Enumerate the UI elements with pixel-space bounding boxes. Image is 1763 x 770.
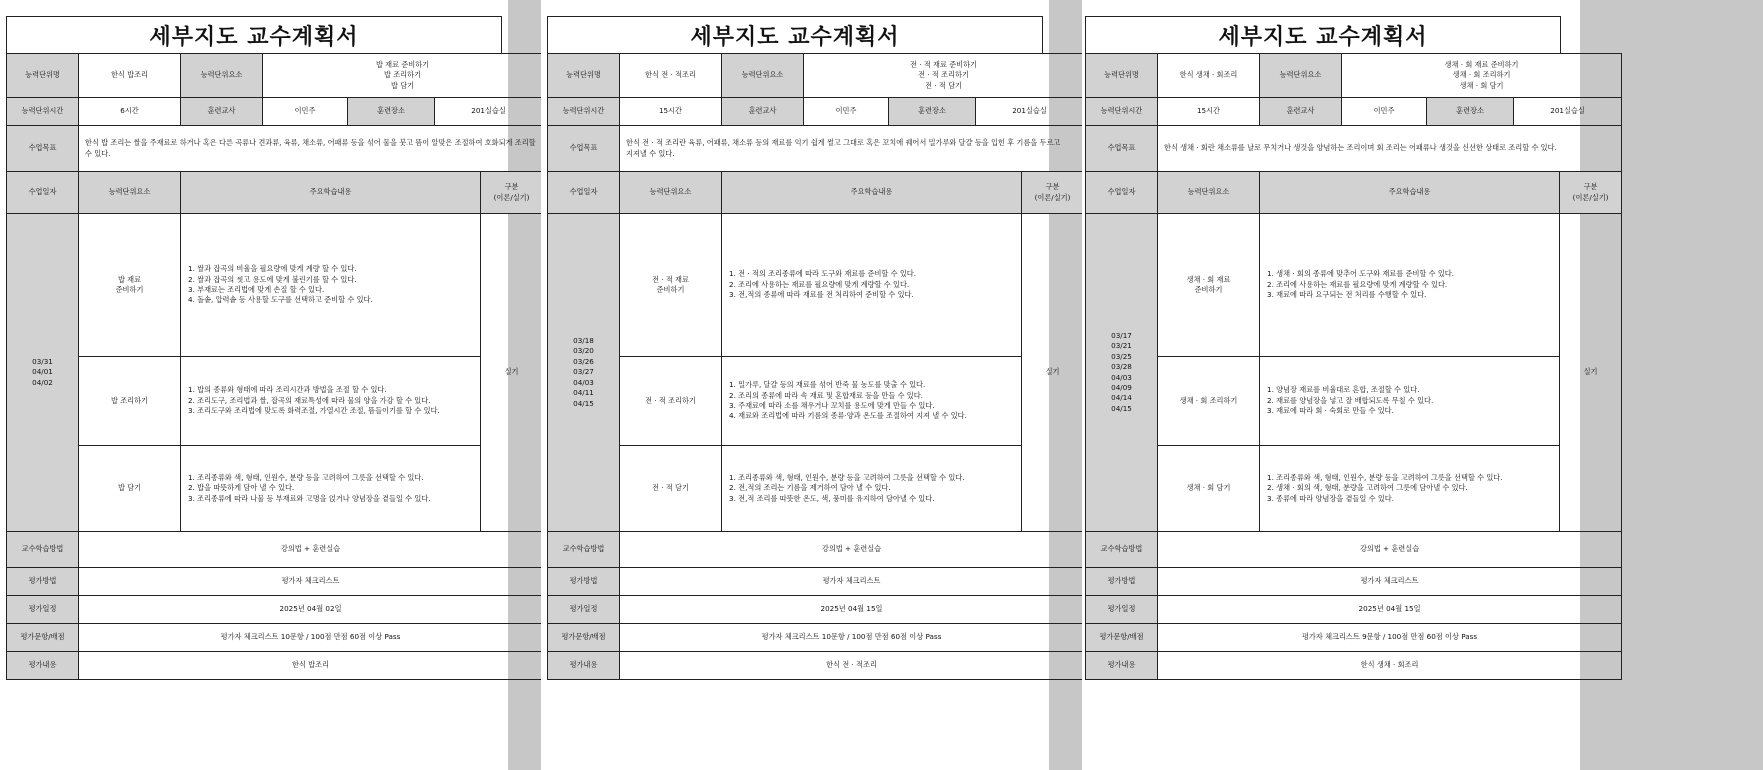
date-header: 수업일자 [7, 172, 79, 214]
kind-value: 실기 [481, 214, 543, 532]
lesson-plan-table [1085, 53, 1622, 680]
unit-name-label: 능력단위명 [1086, 54, 1158, 98]
content-item: 1. 조리종류와 색, 형태, 인원수, 분량 등을 고려하여 그릇을 선택할 수 있다. [188, 472, 424, 482]
element-header: 능력단위요소 [620, 172, 722, 214]
eval-items-label: 평가문항/배점 [548, 624, 620, 652]
teacher-value: 이민주 [263, 98, 348, 126]
content-item: 2. 밥을 따뜻하게 담아 낼 수 있다. [188, 483, 295, 493]
content-item: 1. 양념장 재료를 비율대로 혼합, 조절할 수 있다. [1267, 385, 1420, 395]
content-item: 3. 재료에 따라 회 · 숙회로 만들 수 있다. [1267, 406, 1394, 416]
element-name: 전 · 적 담기 [620, 446, 722, 532]
method-value: 강의법 + 훈련실습 [1158, 532, 1622, 568]
method-label: 교수학습방법 [1086, 532, 1158, 568]
location-value: 201실습실 [976, 98, 1084, 126]
unit-time-label: 능력단위시간 [1086, 98, 1158, 126]
element-name: 생채 · 회 조리하기 [1158, 357, 1260, 446]
eval-method-label: 평가방법 [7, 568, 79, 596]
element-name: 밥 담기 [79, 446, 181, 532]
content-item: 3. 재료에 따라 요구되는 전 처리를 수행할 수 있다. [1267, 290, 1427, 300]
content-list [1263, 473, 1556, 504]
eval-content-value: 한식 전 · 적조리 [620, 652, 1084, 680]
goal-label: 수업목표 [1086, 126, 1158, 172]
content-list [1263, 269, 1556, 300]
lesson-plan-table [6, 53, 543, 680]
content-item: 3. 전,적의 종류에 따라 재료를 전 처리하여 준비할 수 있다. [729, 290, 914, 300]
location-label: 훈련장소 [889, 98, 976, 126]
unit-name-label: 능력단위명 [7, 54, 79, 98]
location-label: 훈련장소 [348, 98, 435, 126]
location-value: 201실습실 [1514, 98, 1622, 126]
goal-label: 수업목표 [548, 126, 620, 172]
eval-content-value: 한식 생채 · 회조리 [1158, 652, 1622, 680]
unit-time-value: 6시간 [79, 98, 181, 126]
eval-date-label: 평가일정 [7, 596, 79, 624]
element-name: 생채 · 회 담기 [1158, 446, 1260, 532]
content-list [184, 264, 477, 306]
element-name: 밥 재료 준비하기 [79, 214, 181, 357]
eval-content-value: 한식 밥조리 [79, 652, 543, 680]
content-item: 1. 생채 · 회의 종류에 맞추어 도구와 재료를 준비할 수 있다. [1267, 269, 1455, 279]
content-item: 3. 주재료에 따라 소를 채우거나 꼬치를 용도에 맞게 만들 수 있다. [729, 401, 935, 410]
unit-elements-value: 밥 재료 준비하기 밥 조리하기 밥 담기 [263, 54, 543, 98]
teacher-label: 훈련교사 [1260, 98, 1342, 126]
goal-value: 한식 생채 · 회란 채소류를 날로 무치거나 생것을 양념하는 조리이며 회 조리는 어패류나 생것을 신선한 상태로 조리할 수 있다. [1158, 126, 1622, 172]
content-item: 1. 조리종류와 색, 형태, 인원수, 분량 등을 고려하여 그릇을 선택할 수 있다. [1267, 472, 1503, 482]
unit-elements-value: 전 · 적 재료 준비하기 전 · 적 조리하기 전 · 적 담기 [804, 54, 1084, 98]
content-item: 3. 조리종류에 따라 나물 등 부재료와 고명을 얹거나 양념장을 곁들일 수 있다. [188, 493, 431, 503]
content-item: 2. 조리에 사용하는 재료를 필요량에 맞게 계량할 수 있다. [1267, 279, 1448, 289]
content-list [725, 473, 1018, 504]
content-list [184, 473, 477, 504]
eval-date-value: 2025년 04월 02일 [79, 596, 543, 624]
content-item: 2. 전,적의 조리는 기름을 제거하여 담아 낼 수 있다. [729, 483, 891, 493]
content-item: 3. 종류에 따라 양념장을 곁들일 수 있다. [1267, 493, 1394, 503]
content-item: 2. 조리에 사용하는 재료를 필요량에 맞게 계량할 수 있다. [729, 279, 910, 289]
content-list [725, 269, 1018, 300]
kind-header: 구분 (이론/실기) [481, 172, 543, 214]
lesson-plan-table [547, 53, 1084, 680]
teacher-label: 훈련교사 [181, 98, 263, 126]
learning-content [181, 357, 481, 446]
unit-name-value: 한식 밥조리 [79, 54, 181, 98]
content-item: 1. 전 · 적의 조리종류에 따라 도구와 재료를 준비할 수 있다. [729, 269, 917, 279]
unit-element-label: 능력단위요소 [722, 54, 804, 98]
content-item: 4. 돌솥, 압력솥 등 사용할 도구를 선택하고 준비할 수 있다. [188, 295, 373, 305]
class-dates: 03/17 03/21 03/25 03/28 04/03 04/09 04/14 04/15 [1086, 214, 1158, 532]
eval-method-value: 평가자 체크리스트 [79, 568, 543, 596]
eval-items-value: 평가자 체크리스트 9문항 / 100점 만점 60점 이상 Pass [1158, 624, 1622, 652]
content-header: 주요학습내용 [722, 172, 1022, 214]
element-name: 전 · 적 재료 준비하기 [620, 214, 722, 357]
lesson-plan-sheet [547, 16, 1071, 680]
date-header: 수업일자 [548, 172, 620, 214]
content-item: 2. 생채 · 회의 색, 형태, 분량을 고려하여 그릇에 담아낼 수 있다. [1267, 483, 1468, 493]
unit-time-label: 능력단위시간 [548, 98, 620, 126]
document-page [541, 0, 1071, 770]
eval-method-value: 평가자 체크리스트 [1158, 568, 1622, 596]
goal-value: 한식 밥 조리는 쌀을 주재료로 하거나 혹은 다른 곡류나 견과류, 육류, 채소류, 어패류 등을 섞어 물을 붓고 뜸이 알맞은 조절하여 호화되게 조리할 수 있다. [79, 126, 543, 172]
learning-content [1260, 357, 1560, 446]
content-item: 2. 재료를 양념장을 넣고 잘 배합되도록 무칠 수 있다. [1267, 395, 1434, 405]
page-title: 세부지도 교수계획서 [6, 16, 502, 53]
element-name: 밥 조리하기 [79, 357, 181, 446]
content-item: 3. 조리도구와 조리법에 맞도록 화력조절, 가열시간 조절, 뜸들이기를 할 수 있다. [188, 406, 440, 416]
lesson-plan-sheet [6, 16, 536, 680]
learning-content [722, 446, 1022, 532]
unit-time-value: 15시간 [1158, 98, 1260, 126]
eval-date-value: 2025년 04월 15일 [1158, 596, 1622, 624]
content-item: 3. 전,적 조리를 따뜻한 온도, 색, 풍미를 유지하여 담아낼 수 있다. [729, 493, 935, 503]
document-page [1082, 0, 1609, 770]
location-label: 훈련장소 [1427, 98, 1514, 126]
eval-date-label: 평가일정 [548, 596, 620, 624]
eval-date-label: 평가일정 [1086, 596, 1158, 624]
method-value: 강의법 + 훈련실습 [79, 532, 543, 568]
unit-name-label: 능력단위명 [548, 54, 620, 98]
unit-name-value: 한식 생채 · 회조리 [1158, 54, 1260, 98]
unit-time-label: 능력단위시간 [7, 98, 79, 126]
content-item: 2. 조리도구, 조리법과 쌀, 잡곡의 재료특성에 따라 물의 양을 가감 할 수 있다. [188, 395, 431, 405]
location-value: 201실습실 [435, 98, 543, 126]
goal-label: 수업목표 [7, 126, 79, 172]
element-name: 전 · 적 조리하기 [620, 357, 722, 446]
kind-value: 실기 [1022, 214, 1084, 532]
learning-content [722, 357, 1022, 446]
content-item: 4. 재료와 조리법에 따라 기름의 종류·양과 온도를 조절하여 지져 낼 수 있다. [729, 411, 967, 421]
eval-items-value: 평가자 체크리스트 10문항 / 100점 만점 60점 이상 Pass [79, 624, 543, 652]
learning-content [1260, 446, 1560, 532]
class-dates: 03/18 03/20 03/26 03/27 04/03 04/11 04/15 [548, 214, 620, 532]
content-item: 2. 쌀과 잡곡의 씻고 용도에 맞게 불린기를 할 수 있다. [188, 274, 357, 284]
class-dates: 03/31 04/01 04/02 [7, 214, 79, 532]
content-list [184, 385, 477, 416]
content-item: 1. 조리종류와 색, 형태, 인원수, 분량 등을 고려하여 그릇을 선택할 수 있다. [729, 472, 965, 482]
method-label: 교수학습방법 [7, 532, 79, 568]
unit-time-value: 15시간 [620, 98, 722, 126]
eval-items-label: 평가문항/배점 [1086, 624, 1158, 652]
teacher-label: 훈련교사 [722, 98, 804, 126]
eval-items-label: 평가문항/배점 [7, 624, 79, 652]
content-item: 3. 부재료는 조리법에 맞게 손질 할 수 있다. [188, 285, 325, 294]
eval-content-label: 평가내용 [7, 652, 79, 680]
teacher-value: 이민주 [1342, 98, 1427, 126]
content-item: 1. 밀가루, 달걀 등의 재료를 섞어 반죽 물 농도를 맞출 수 있다. [729, 380, 926, 390]
eval-method-value: 평가자 체크리스트 [620, 568, 1084, 596]
method-label: 교수학습방법 [548, 532, 620, 568]
content-item: 1. 쌀과 잡곡의 비율을 필요량에 맞게 계량 할 수 있다. [188, 264, 357, 274]
date-header: 수업일자 [1086, 172, 1158, 214]
eval-content-label: 평가내용 [548, 652, 620, 680]
eval-method-label: 평가방법 [548, 568, 620, 596]
unit-element-label: 능력단위요소 [1260, 54, 1342, 98]
learning-content [181, 446, 481, 532]
content-item: 2. 조리의 종류에 따라 속 재료 및 혼합재료 등을 만들 수 있다. [729, 390, 923, 400]
eval-date-value: 2025년 04월 15일 [620, 596, 1084, 624]
page-title: 세부지도 교수계획서 [1085, 16, 1561, 53]
learning-content [1260, 214, 1560, 357]
eval-method-label: 평가방법 [1086, 568, 1158, 596]
content-list [725, 380, 1018, 422]
element-name: 생채 · 회 재료 준비하기 [1158, 214, 1260, 357]
element-header: 능력단위요소 [79, 172, 181, 214]
content-header: 주요학습내용 [181, 172, 481, 214]
content-header: 주요학습내용 [1260, 172, 1560, 214]
kind-header: 구분 (이론/실기) [1560, 172, 1622, 214]
goal-value: 한식 전 · 적 조리란 육류, 어패류, 채소류 등의 재료를 익기 쉽게 썰고 그대로 혹은 꼬치에 꿰어서 밀가루와 달걀 등을 입힌 후 기름을 두르고 지져낼 수 있다. [620, 126, 1084, 172]
kind-header: 구분 (이론/실기) [1022, 172, 1084, 214]
unit-elements-value: 생채 · 회 재료 준비하기 생채 · 회 조리하기 생채 · 회 담기 [1342, 54, 1622, 98]
unit-element-label: 능력단위요소 [181, 54, 263, 98]
teacher-value: 이민주 [804, 98, 889, 126]
learning-content [181, 214, 481, 357]
kind-value: 실기 [1560, 214, 1622, 532]
page-title: 세부지도 교수계획서 [547, 16, 1043, 53]
method-value: 강의법 + 훈련실습 [620, 532, 1084, 568]
eval-items-value: 평가자 체크리스트 10문항 / 100점 만점 60점 이상 Pass [620, 624, 1084, 652]
content-item: 1. 밥의 종류와 형태에 따라 조리시간과 방법을 조절 할 수 있다. [188, 385, 387, 395]
learning-content [722, 214, 1022, 357]
lesson-plan-sheet [1085, 16, 1609, 680]
content-list [1263, 385, 1556, 416]
element-header: 능력단위요소 [1158, 172, 1260, 214]
eval-content-label: 평가내용 [1086, 652, 1158, 680]
document-page [0, 0, 536, 770]
unit-name-value: 한식 전 · 적조리 [620, 54, 722, 98]
